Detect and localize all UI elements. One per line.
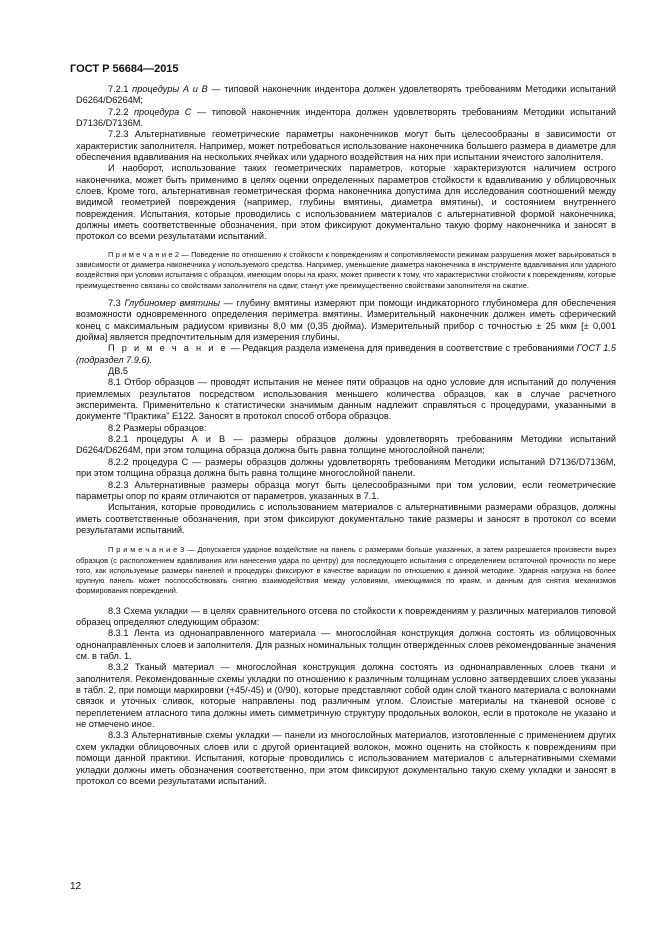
- note-label: П р и м е ч а н и е 2: [108, 249, 179, 259]
- note-redaction: [76, 343, 616, 366]
- note-2: [76, 250, 616, 291]
- paragraph-conversely: И наоборот, использование таких геометрических параметров, которые характеризуются наличием острого наконечника, может быть применимо в целях оценки определенных параметров стойкости к вдавливанию у облицовочных слоев. Кроме того, альтернативная геометрическая форма наконечника допустима для исследования соотношений между видимой геометрией повреждения (например, глубины вмятины, диаметра вмятины), и состоянием внутреннего повреждения. Испытания, которые проводились с использованием материалов с альтернативной формой наконечника, должны иметь соответственные обозначения, при этом фиксируют документально такую форму наконечника и заносят в протокол со всеми результатами испытаний.: [76, 163, 616, 242]
- document-body: [76, 84, 616, 787]
- paragraph-tests: Испытания, которые проводились с использованием материалов с альтернативными размерами образцов, должны иметь соответственные обозначения, при этом фиксируют документально такие размеры и заносят в протокол со всеми результатами испытаний.: [76, 502, 616, 535]
- paragraph-7-2-3: 7.2.3 Альтернативные геометрические параметры наконечников могут быть целесообразны в зависимости от характеристик заполнителя. Например, может потребоваться использование наконечника большего размера в диаметре для обеспечения вдавливания на нескольких ячейках или ударного воздействия на них при испытании ячеистого заполнителя.: [76, 129, 616, 163]
- page-number: 12: [70, 881, 82, 892]
- section-dv5: ДВ.5: [108, 366, 129, 377]
- paragraph-number: 7.3: [108, 298, 125, 308]
- paragraph-8-2-3: 8.2.3 Альтернативные размеры образца могут быть целесообразными при том условии, если геометрические параметры опор по краям отличаются от параметров, указанных в 7.1.: [76, 479, 616, 501]
- document-header: ГОСТ Р 56684—2015: [70, 63, 179, 75]
- paragraph-7-2-1: 7.2.1 процедуры А и В — типовой наконечник индентора должен удовлетворять требованиям Методики испытаний D6264/D6264M;: [76, 84, 616, 106]
- note-label: П р и м е ч а н и е 3: [108, 545, 185, 555]
- paragraph-8-2: 8.2 Размеры образцов:: [108, 422, 207, 433]
- term: Глубиномер вмятины: [124, 298, 220, 308]
- note-text: — Редакция раздела изменена для приведения в соответствие с требованиями: [227, 343, 577, 354]
- term: процедура С: [133, 106, 192, 117]
- paragraph-8-2-2: 8.2.2 процедура С — размеры образцов должны удовлетворять требованиям Методики испытаний D7136/D7136M, при этом толщина образца должна быть равна толщине многослойной панели.: [76, 456, 616, 479]
- note-reference: ГОСТ 1.5 (подраздел 7.9.6).: [76, 343, 616, 365]
- paragraph-text: — типовой наконечник индентора должен удовлетворять требованиям Методики испытаний D6264/D6264M;: [76, 84, 616, 106]
- paragraph-7-3: [76, 298, 616, 343]
- note-label: П р и м е ч а н и е: [108, 343, 228, 354]
- note-text: — Допускается ударное воздействие на панель с размерами больше указанных, а затем разрешается произвести вырез образцов (с расположением вдавливания или нанесения удара по центру) для последующего испытания с определением остаточной прочности по мере того, как используемые размеры панелей и процедуры фиксируют в качестве вариации по отношению к данной методике. Ударная нагрузка на более крупную панель может поспособствовать снятию взаимодействия между условиями, имеющимися по краям, и данным для снятия механизмов формирования повреждений.: [76, 545, 617, 596]
- paragraph-8-3-3: 8.3.3 Альтернативные схемы укладки — панели из многослойных материалов, изготовленные с применением других схем укладки облицовочных слоев или с другой ориентацией волокон, можно оценить на стойкость к повреждениям при помощи данной практики. Испытания, которые проводились с использованием материалов с альтернативными схемами укладки должны иметь обозначения соответственно, при этом фиксируют документально такую схему укладки и заносят в протокол со всеми результатами испытаний.: [76, 730, 616, 786]
- paragraph-8-3: 8.3 Схема укладки — в целях сравнительного отсева по стойкости к повреждениям у различных материалов типовой образец определяют следующим образом:: [76, 605, 616, 628]
- paragraph-text: — типовой наконечник индентора должен удовлетворять требованиям Методики испытаний D7136/D7136M.: [76, 106, 616, 129]
- paragraph-8-3-1: 8.3.1 Лента из однонаправленного материала — многослойная конструкция должна состоять из облицовочных однонаправленных слоев и заполнителя. Для разных номинальных толщин отвержденных слоев рекомендованные значения см. в табл. 1.: [76, 628, 616, 662]
- paragraph-7-2-2: 7.2.2 процедура С — типовой наконечник индентора должен удовлетворять требованиям Методики испытаний D7136/D7136M.: [76, 106, 616, 129]
- paragraph-text: — глубину вмятины измеряют при помощи индикаторного глубиномера для обеспечения возможности одновременного определения периметра вмятины. Измерительный наконечник должен иметь сферический конец с максимальным радиусом кривизны 8,0 мм (0,35 дюйма). Измерительный прибор с точностью ± 25 мкм [± 0,001 дюйма] является предпочтительным для измерения глубины.: [76, 298, 616, 343]
- term: процедуры А и В: [132, 84, 208, 94]
- paragraph-8-1: 8.1 Отбор образцов — проводят испытания не менее пяти образцов на одно условие для испытаний до получения приемлемых результатов посредством использования меньшего количества образцов, как в случае расчетного эксперимента. Применительно к статистически значимым данным надлежит справляться с процедурами, указанными в документе "Практика" E122. Заносят в протокол способ отбора образцов.: [76, 377, 616, 422]
- note-text: — Поведение по отношению к стойкости к повреждениям и сопротивляемости режимам разрушения может варьироваться в зависимости от диаметра наконечника у используемого средства. Например, уменьшение диаметра наконечника в инструменте вдавливания или ударного воздействия при условии испытания с образцом, имеющим опоры на краях, может привести к тому, что характеристики стойкости к повреждениям, которые преимущественно связаны со свойствами заполнителя на сдвиг, станут уже преимущественно свойствами заполнителя на сжатие.: [76, 249, 616, 290]
- paragraph-8-3-2: 8.3.2 Тканый материал — многослойная конструкция должна состоять из однонаправленных слоев ткани и заполнителя. Рекомендованные схемы укладки по отношению к различным толщинам условно затвердевших слоев указаны в табл. 2, при помощи маркировки (+45/-45) и (0/90), которые представляют собой один слой тканого материала с волокнами связок и уточных сливок, которые направлены под различным углом. Слоистые материалы на тканевой основе с переплетением атласного типа должны иметь симметричную структуру продольных волокон, если в протоколе не указано и не отмечено иное.: [76, 662, 616, 730]
- note-3: [76, 545, 616, 596]
- paragraph-8-2-1: 8.2.1 процедуры А и В — размеры образцов должны удовлетворять требованиям Методики испытаний D6264/D6264M, при этом толщина образца должна быть равна толщине многослойной панели;: [76, 434, 616, 456]
